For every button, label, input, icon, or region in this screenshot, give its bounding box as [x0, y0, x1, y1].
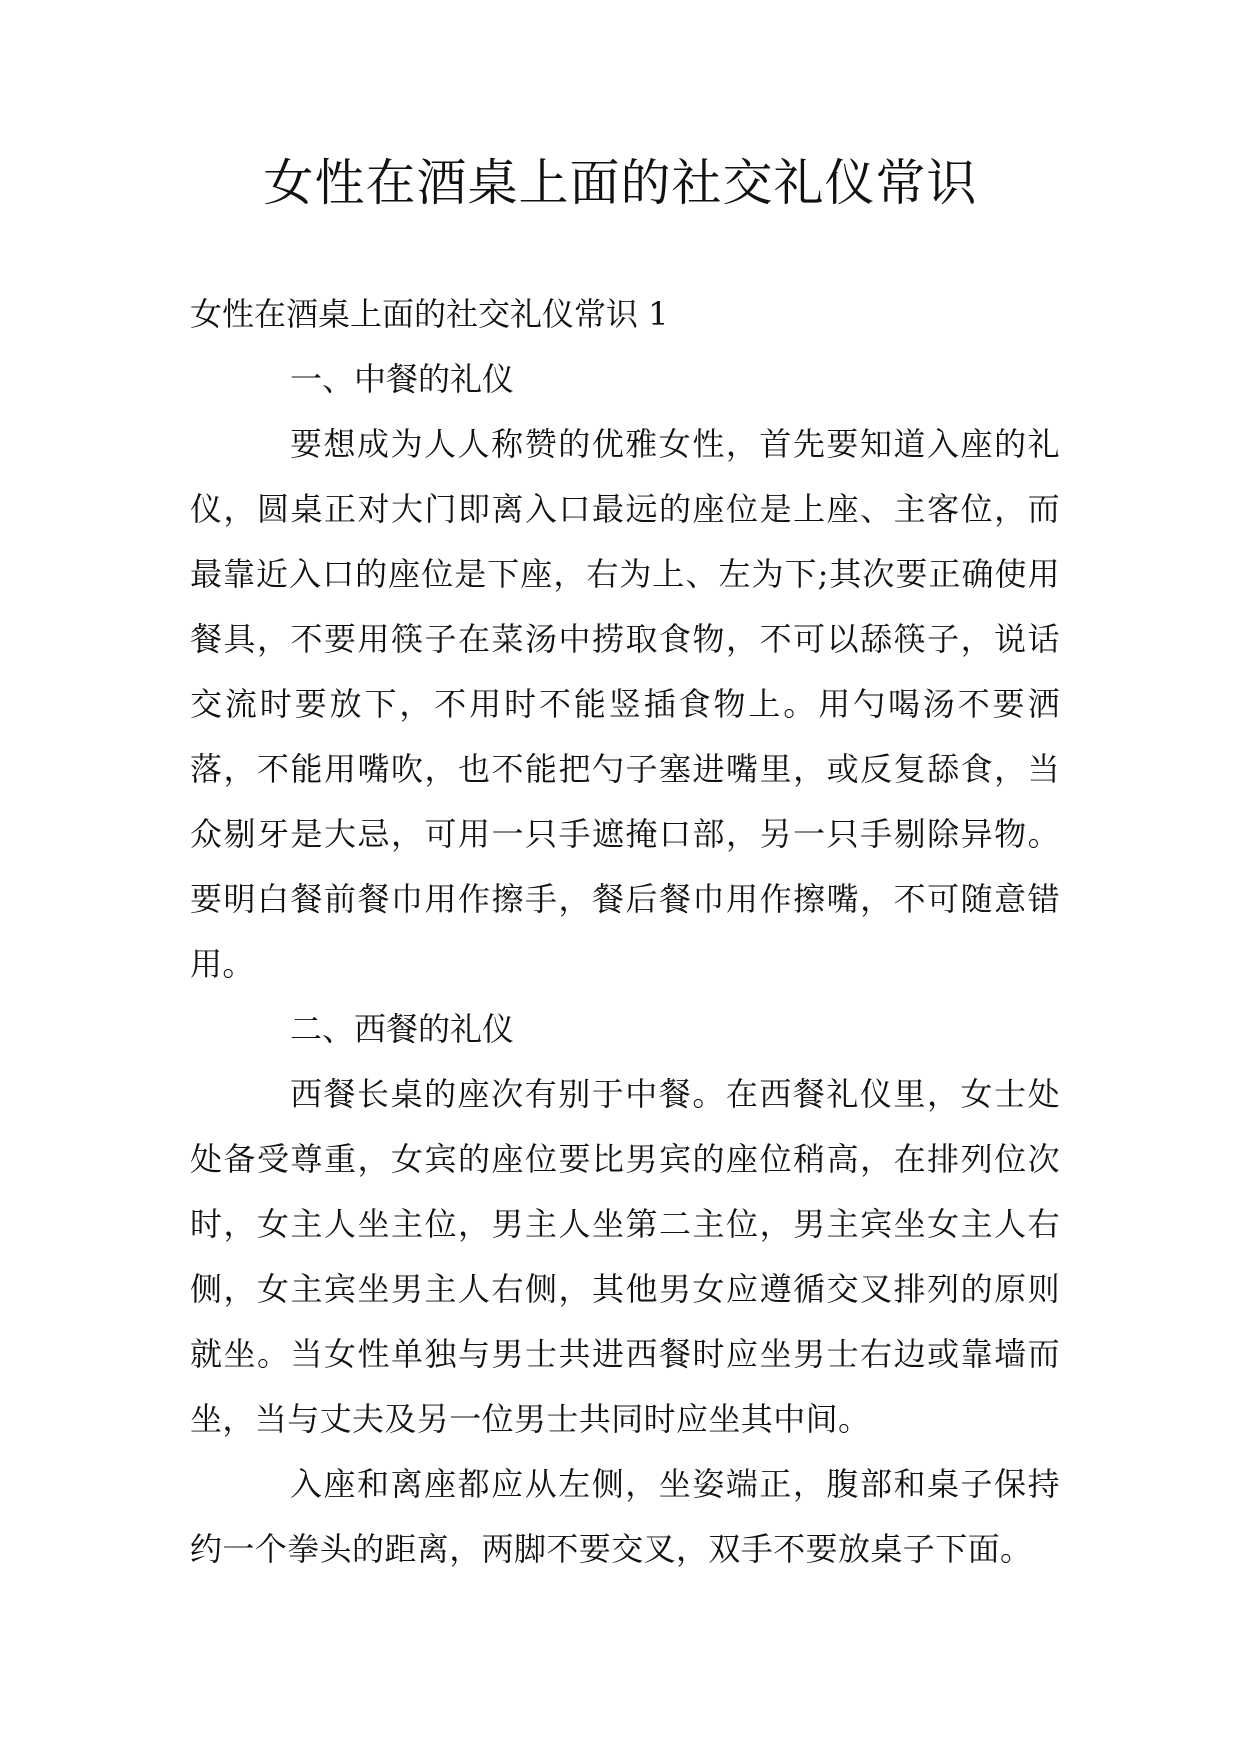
section-chinese-dining: [190, 347, 1060, 997]
section-heading: 二、西餐的礼仪: [290, 1010, 515, 1048]
paragraph: 西餐长桌的座次有别于中餐。在西餐礼仪里，女士处处备受尊重，女宾的座位要比男宾的座位稍高，在排列位次时，女主人坐主位，男主人坐第二主位，男主宾坐女主人右侧，女主宾坐男主人右侧，其他男女应遵循交叉排列的原则就坐。当女性单独与男士共进西餐时应坐男士右边或靠墙而坐，当与丈夫及另一位男士共同时应坐其中间。: [190, 1075, 1060, 1438]
section-heading: 一、中餐的礼仪: [290, 360, 515, 398]
document-subtitle: 女性在酒桌上面的社交礼仪常识 1: [190, 295, 669, 333]
document-body: [190, 282, 1060, 1582]
paragraph: 要想成为人人称赞的优雅女性，首先要知道入座的礼仪，圆桌正对大门即离入口最远的座位是上座、主客位，而最靠近入口的座位是下座，右为上、左为下;其次要正确使用餐具，不要用筷子在菜汤中捞取食物，不可以舔筷子，说话交流时要放下，不用时不能竖插食物上。用勺喝汤不要洒落，不能用嘴吹，也不能把勺子塞进嘴里，或反复舔食，当众剔牙是大忌，可用一只手遮掩口部，另一只手剔除异物。要明白餐前餐巾用作擦手，餐后餐巾用作擦嘴，不可随意错用。: [190, 425, 1060, 983]
paragraph: 入座和离座都应从左侧，坐姿端正，腹部和桌子保持约一个拳头的距离，两脚不要交叉，双手不要放桌子下面。: [190, 1465, 1060, 1568]
document-title: 女性在酒桌上面的社交礼仪常识: [263, 154, 978, 212]
section-western-dining: [190, 997, 1060, 1582]
